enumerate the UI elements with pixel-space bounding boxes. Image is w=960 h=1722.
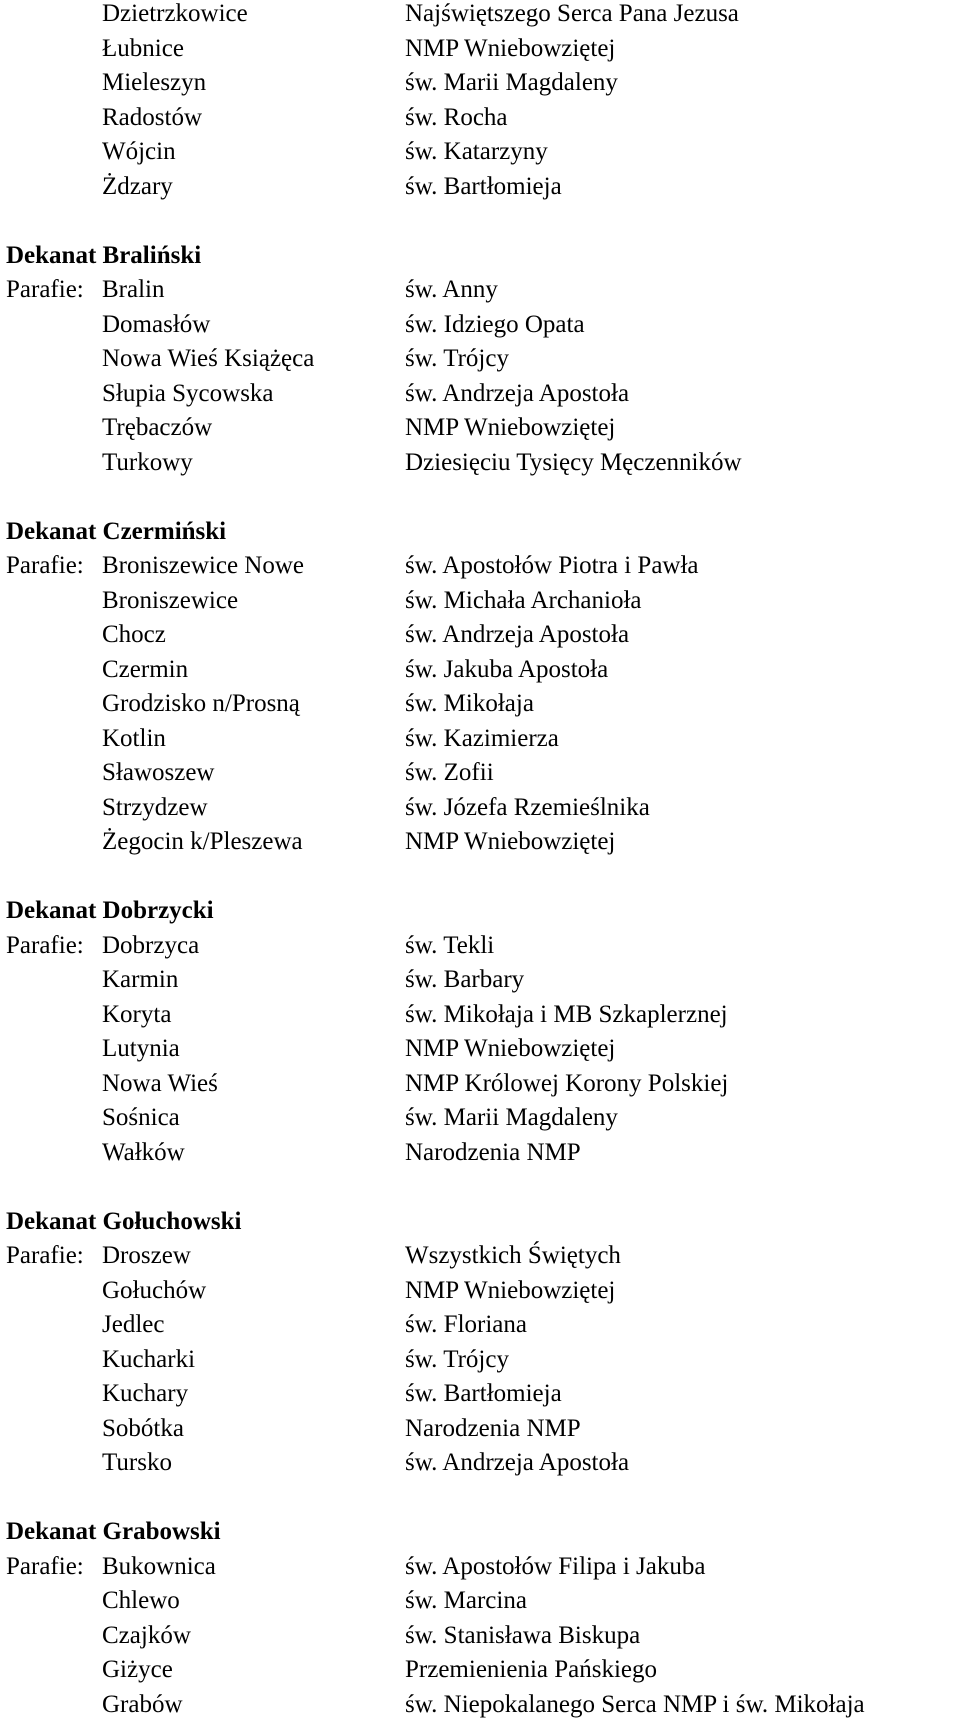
parish-place: Słupia Sycowska: [102, 380, 274, 407]
parish-place: Grabów: [102, 1691, 183, 1718]
parish-row: [0, 101, 960, 135]
parish-dedication: NMP Wniebowziętej: [405, 35, 616, 62]
parish-row: [0, 411, 960, 445]
parish-place: Bukownica: [102, 1553, 216, 1580]
parish-dedication: św. Anny: [405, 276, 498, 303]
parish-dedication: Narodzenia NMP: [405, 1139, 581, 1166]
parish-place: Sośnica: [102, 1104, 180, 1131]
parish-dedication: NMP Wniebowziętej: [405, 828, 616, 855]
parish-dedication: św. Tekli: [405, 932, 495, 959]
parish-place: Lutynia: [102, 1035, 180, 1062]
parish-row: [0, 584, 960, 618]
parish-dedication: Dziesięciu Tysięcy Męczenników: [405, 449, 742, 476]
parish-dedication: św. Floriana: [405, 1311, 527, 1338]
parish-row: [0, 1377, 960, 1411]
parish-row: [0, 1308, 960, 1342]
parish-dedication: św. Marii Magdaleny: [405, 1104, 618, 1131]
parish-place: Chocz: [102, 621, 166, 648]
parish-dedication: św. Zofii: [405, 759, 494, 786]
parish-dedication: NMP Wniebowziętej: [405, 1035, 616, 1062]
parish-dedication: Najświętszego Serca Pana Jezusa: [405, 0, 739, 27]
parish-row: [0, 1343, 960, 1377]
parish-row: [0, 618, 960, 652]
parish-place: Nowa Wieś: [102, 1070, 218, 1097]
parish-place: Mieleszyn: [102, 69, 207, 96]
parish-dedication: NMP Królowej Korony Polskiej: [405, 1070, 729, 1097]
parish-place: Sławoszew: [102, 759, 215, 786]
parishes-label: Parafie:: [6, 1553, 84, 1580]
parish-place: Żegocin k/Pleszewa: [102, 828, 303, 855]
parish-row: [0, 273, 960, 307]
parish-row: [0, 756, 960, 790]
parish-dedication: św. Józefa Rzemieślnika: [405, 794, 650, 821]
deanery-title: Dekanat Gołuchowski: [6, 1208, 242, 1235]
parish-row: [0, 135, 960, 169]
parish-dedication: św. Barbary: [405, 966, 525, 993]
parish-row: [0, 998, 960, 1032]
parish-place: Gołuchów: [102, 1277, 207, 1304]
parish-dedication: św. Rocha: [405, 104, 508, 131]
parish-dedication: NMP Wniebowziętej: [405, 1277, 616, 1304]
parish-place: Bralin: [102, 276, 165, 303]
parish-place: Tursko: [102, 1449, 172, 1476]
deanery-title: Dekanat Dobrzycki: [6, 897, 214, 924]
parish-dedication: św. Niepokalanego Serca NMP i św. Mikołaja: [405, 1691, 865, 1718]
deanery-heading: [0, 894, 960, 928]
parish-place: Domasłów: [102, 311, 211, 338]
parish-dedication: św. Marcina: [405, 1587, 527, 1614]
parish-dedication: św. Apostołów Filipa i Jakuba: [405, 1553, 706, 1580]
parish-place: Karmin: [102, 966, 179, 993]
deanery-heading: [0, 515, 960, 549]
parish-place: Strzydzew: [102, 794, 208, 821]
parish-dedication: Narodzenia NMP: [405, 1415, 581, 1442]
parish-row: [0, 1688, 960, 1722]
parish-dedication: św. Bartłomieja: [405, 173, 562, 200]
deanery-title: Dekanat Grabowski: [6, 1518, 221, 1545]
parish-place: Grodzisko n/Prosną: [102, 690, 300, 717]
parish-dedication: Wszystkich Świętych: [405, 1242, 621, 1269]
parish-row: [0, 791, 960, 825]
deanery-title: Dekanat Czermiński: [6, 518, 227, 545]
parish-row: [0, 825, 960, 859]
parish-row: [0, 963, 960, 997]
parish-dedication: św. Michała Archanioła: [405, 587, 642, 614]
parish-row: [0, 687, 960, 721]
parish-dedication: św. Mikołaja i MB Szkaplerznej: [405, 1001, 728, 1028]
parish-row: [0, 1239, 960, 1273]
parish-dedication: NMP Wniebowziętej: [405, 414, 616, 441]
parish-dedication: św. Jakuba Apostoła: [405, 656, 609, 683]
parish-row: [0, 32, 960, 66]
parish-place: Dobrzyca: [102, 932, 200, 959]
deanery-heading: [0, 239, 960, 273]
parish-place: Kuchary: [102, 1380, 189, 1407]
deanery-heading: [0, 1205, 960, 1239]
parishes-label: Parafie:: [6, 932, 84, 959]
parish-dedication: św. Kazimierza: [405, 725, 559, 752]
parish-place: Dzietrzkowice: [102, 0, 248, 27]
parish-place: Kucharki: [102, 1346, 196, 1373]
parishes-label: Parafie:: [6, 1242, 84, 1269]
parish-row: [0, 1619, 960, 1653]
parish-dedication: św. Katarzyny: [405, 138, 548, 165]
parish-place: Łubnice: [102, 35, 184, 62]
parish-dedication: św. Marii Magdaleny: [405, 69, 618, 96]
parish-place: Kotlin: [102, 725, 166, 752]
parish-dedication: św. Idziego Opata: [405, 311, 585, 338]
parish-dedication: św. Andrzeja Apostoła: [405, 621, 630, 648]
parish-place: Koryta: [102, 1001, 172, 1028]
parish-place: Trębaczów: [102, 414, 213, 441]
deanery-heading: [0, 1515, 960, 1549]
parish-place: Turkowy: [102, 449, 193, 476]
deanery-title: Dekanat Braliński: [6, 242, 202, 269]
parish-place: Broniszewice: [102, 587, 239, 614]
parish-row: [0, 377, 960, 411]
parish-row: [0, 1136, 960, 1170]
parish-row: [0, 0, 960, 31]
parish-place: Wałków: [102, 1139, 185, 1166]
parish-place: Nowa Wieś Książęca: [102, 345, 315, 372]
parish-dedication: św. Apostołów Piotra i Pawła: [405, 552, 699, 579]
parish-place: Żdzary: [102, 173, 173, 200]
parish-dedication: Przemienienia Pańskiego: [405, 1656, 658, 1683]
parish-dedication: św. Bartłomieja: [405, 1380, 562, 1407]
parish-row: [0, 1032, 960, 1066]
parish-row: [0, 549, 960, 583]
parish-row: [0, 1446, 960, 1480]
parish-place: Chlewo: [102, 1587, 180, 1614]
parish-place: Jedlec: [102, 1311, 165, 1338]
parish-row: [0, 308, 960, 342]
parish-place: Giżyce: [102, 1656, 173, 1683]
parish-row: [0, 929, 960, 963]
parish-row: [0, 342, 960, 376]
parish-dedication: św. Trójcy: [405, 1346, 509, 1373]
parish-dedication: św. Stanisława Biskupa: [405, 1622, 641, 1649]
parish-row: [0, 1067, 960, 1101]
parish-place: Droszew: [102, 1242, 191, 1269]
parish-place: Broniszewice Nowe: [102, 552, 305, 579]
parish-dedication: św. Trójcy: [405, 345, 509, 372]
parish-row: [0, 722, 960, 756]
parishes-label: Parafie:: [6, 276, 84, 303]
parish-dedication: św. Mikołaja: [405, 690, 534, 717]
parish-row: [0, 170, 960, 204]
parish-dedication: św. Andrzeja Apostoła: [405, 380, 630, 407]
parish-row: [0, 1550, 960, 1584]
parish-place: Radostów: [102, 104, 202, 131]
parish-row: [0, 1653, 960, 1687]
parish-place: Czermin: [102, 656, 189, 683]
parish-row: [0, 66, 960, 100]
parish-row: [0, 653, 960, 687]
parish-dedication: św. Andrzeja Apostoła: [405, 1449, 630, 1476]
parish-place: Sobótka: [102, 1415, 184, 1442]
parish-row: [0, 1412, 960, 1446]
parish-row: [0, 1274, 960, 1308]
parish-row: [0, 1101, 960, 1135]
parish-row: [0, 446, 960, 480]
parishes-label: Parafie:: [6, 552, 84, 579]
parish-row: [0, 1584, 960, 1618]
parish-place: Czajków: [102, 1622, 191, 1649]
parish-place: Wójcin: [102, 138, 176, 165]
